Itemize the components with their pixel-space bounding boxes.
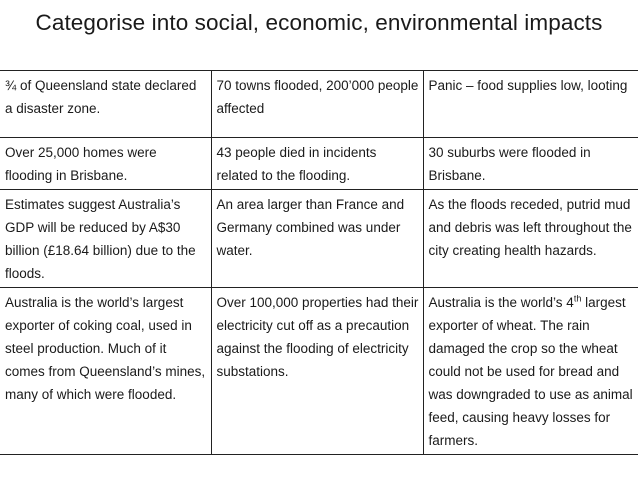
table-cell: Australia is the world’s largest exporter of coking coal, used in steel production. Much of it comes from Queensland’s mines, many of which were flooded. xyxy=(0,288,211,455)
impacts-table xyxy=(0,70,638,455)
cell-text-before: Australia is the world’s 4 xyxy=(428,295,574,310)
table-cell xyxy=(423,288,638,455)
table-cell: Over 25,000 homes were flooding in Brisbane. xyxy=(0,138,211,190)
table-cell: ¾ of Queensland state declared a disaster zone. xyxy=(0,71,211,138)
table-row xyxy=(0,71,638,138)
table-cell: As the floods receded, putrid mud and debris was left throughout the city creating health hazards. xyxy=(423,190,638,288)
table-cell: 70 towns flooded, 200’000 people affected xyxy=(211,71,423,138)
table-cell: Estimates suggest Australia’s GDP will be reduced by A$30 billion (£18.64 billion) due to the floods. xyxy=(0,190,211,288)
table-cell: An area larger than France and Germany combined was under water. xyxy=(211,190,423,288)
ordinal-superscript: th xyxy=(573,293,582,304)
table-cell: 30 suburbs were flooded in Brisbane. xyxy=(423,138,638,190)
table-row xyxy=(0,190,638,288)
table-cell: Over 100,000 properties had their electricity cut off as a precaution against the flooding of electricity substations. xyxy=(211,288,423,455)
table-cell: 43 people died in incidents related to the flooding. xyxy=(211,138,423,190)
page-title: Categorise into social, economic, environmental impacts xyxy=(35,10,603,35)
cell-text-after: largest exporter of wheat. The rain damaged the crop so the wheat could not be used for bread and was downgraded to use as animal feed, causing heavy losses for farmers. xyxy=(428,295,633,448)
table-cell: Panic – food supplies low, looting xyxy=(423,71,638,138)
table-row xyxy=(0,138,638,190)
table-row xyxy=(0,288,638,455)
